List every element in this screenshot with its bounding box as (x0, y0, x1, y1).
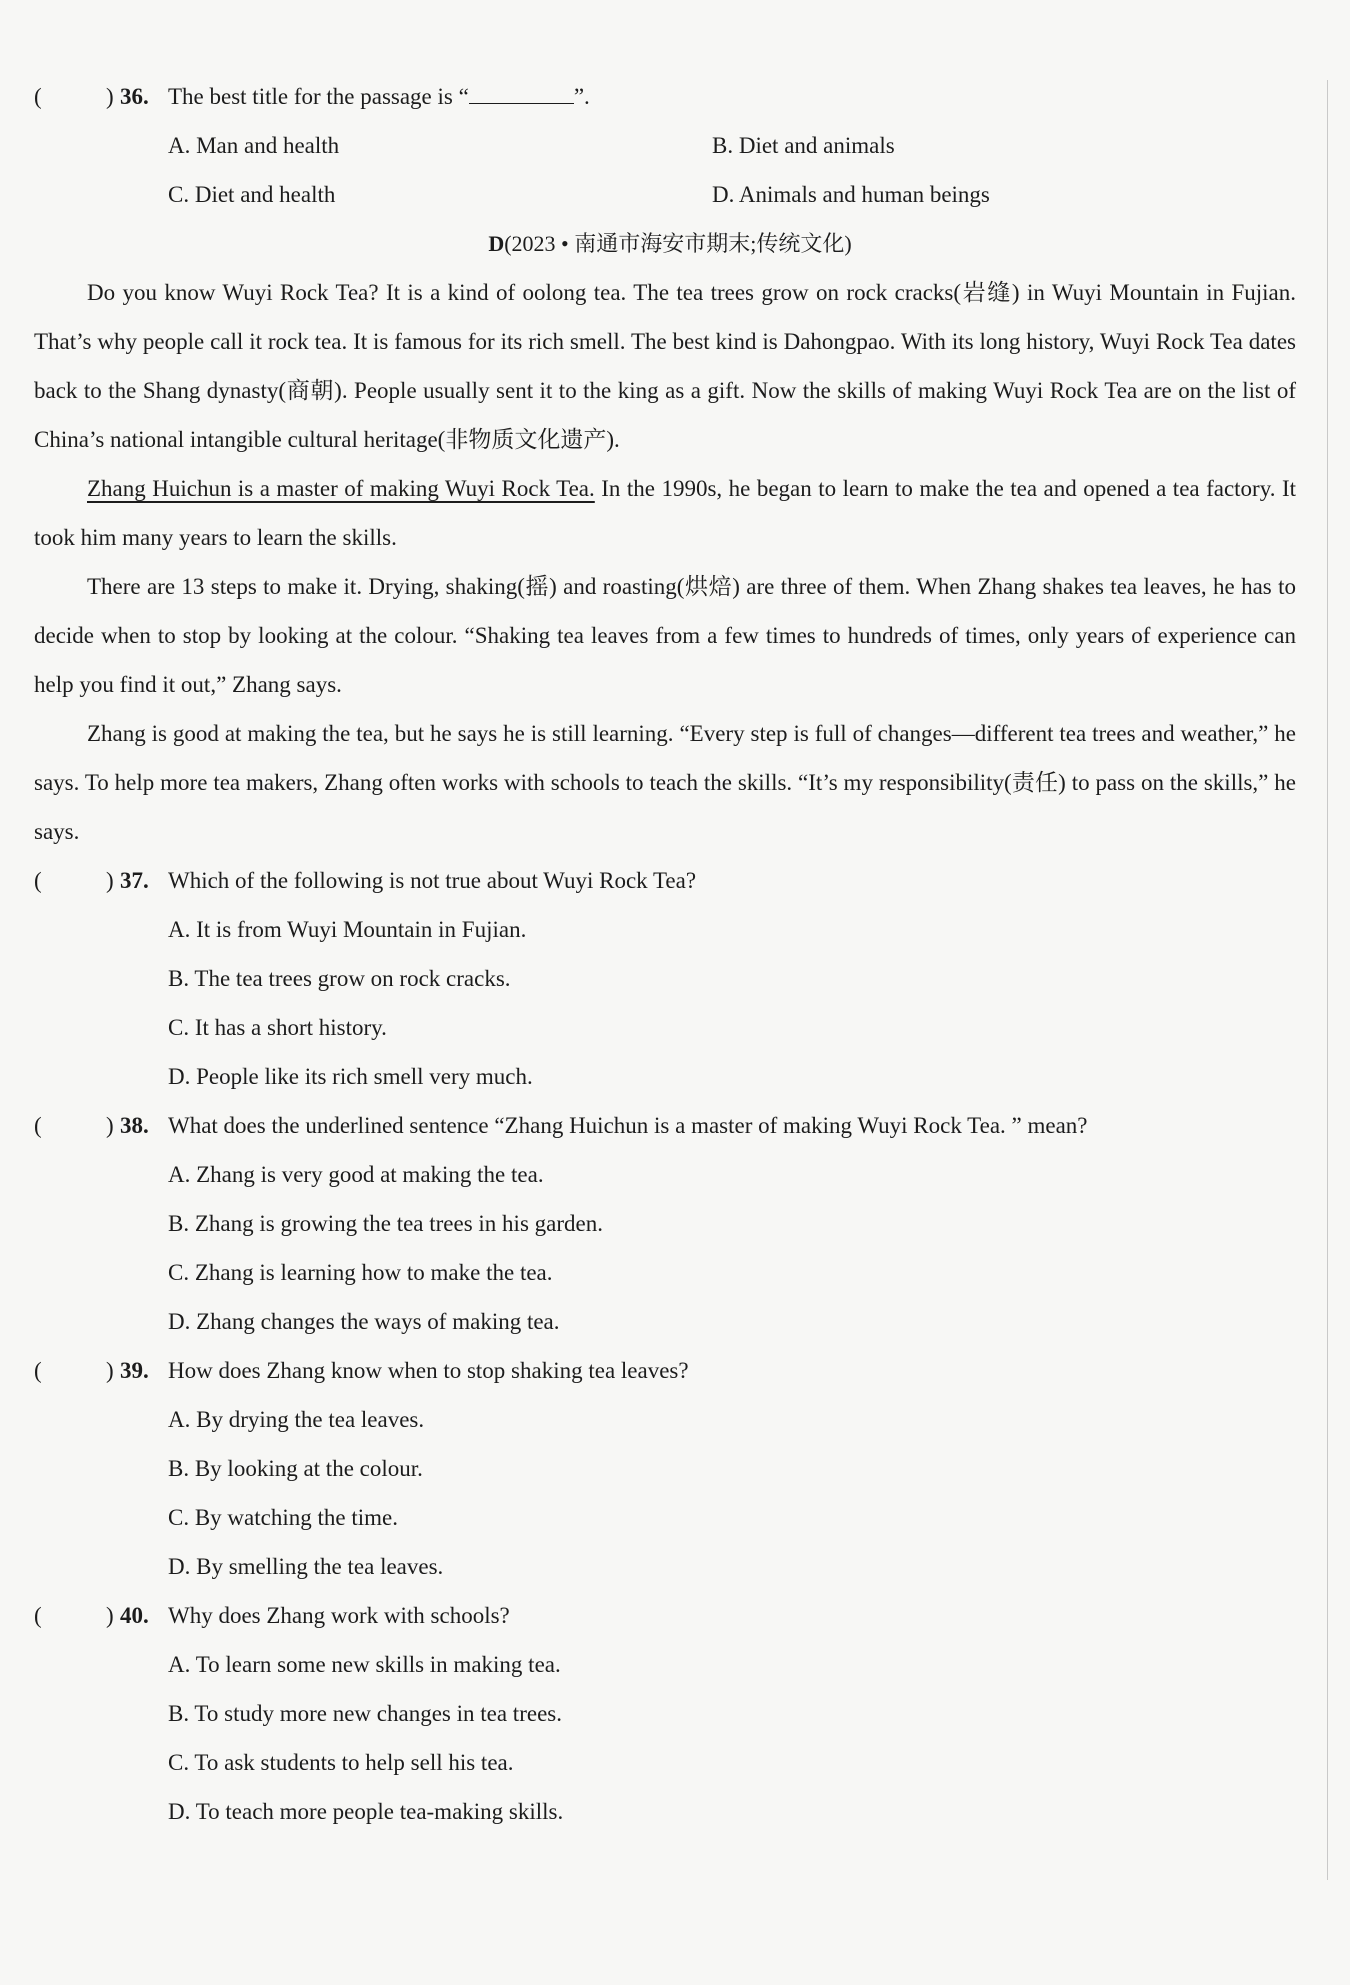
option-row (34, 1199, 1296, 1248)
question-text-before: The best title for the passage is “ (168, 84, 469, 109)
question-number: 40. (120, 1603, 149, 1628)
option-row (34, 1689, 1296, 1738)
option-b: B. The tea trees grow on rock cracks. (168, 966, 511, 991)
option-row (34, 1542, 1296, 1591)
question-text-after: ”. (573, 84, 590, 109)
answer-paren-close: ) (106, 1358, 114, 1383)
option-row (34, 1052, 1296, 1101)
question-number: 38. (120, 1113, 149, 1138)
option-row (34, 1248, 1296, 1297)
option-a: A. By drying the tea leaves. (168, 1407, 425, 1432)
question-40 (34, 1591, 1296, 1640)
option-row (34, 1787, 1296, 1836)
answer-paren-open: ( (34, 1603, 42, 1628)
option-c: C. It has a short history. (168, 1015, 387, 1040)
page-edge-rule (1327, 80, 1328, 1880)
question-38 (34, 1101, 1296, 1150)
option-row (34, 170, 1296, 219)
option-a: A. Man and health (168, 133, 340, 158)
question-text: What does the underlined sentence “Zhang Huichun is a master of making Wuyi Rock Tea. ” mean? (168, 1113, 1088, 1138)
question-number: 39. (120, 1358, 149, 1383)
question-39 (34, 1346, 1296, 1395)
option-d: D. By smelling the tea leaves. (168, 1554, 444, 1579)
underlined-sentence: Zhang Huichun is a master of making Wuyi Rock Tea. (87, 476, 595, 501)
answer-paren-open: ( (34, 1113, 42, 1138)
option-d: D. To teach more people tea-making skills. (168, 1799, 564, 1824)
question-number: 37. (120, 868, 149, 893)
answer-paren-close: ) (106, 84, 114, 109)
option-row (34, 121, 1296, 170)
answer-blank (469, 75, 574, 104)
passage-paragraph-3: There are 13 steps to make it. Drying, shaking(摇) and roasting(烘焙) are three of them. When Zhang shakes tea leaves, he has to decide when to stop by looking at the colour. “Shaking tea leaves from a few times to hundreds of times, only years of experience can help you find it out,” Zhang says. (34, 574, 1296, 697)
passage-paragraph-2 (34, 464, 1296, 562)
option-row (34, 905, 1296, 954)
answer-paren-close: ) (106, 1603, 114, 1628)
option-d: D. Animals and human beings (712, 182, 990, 207)
question-text: Why does Zhang work with schools? (168, 1603, 510, 1628)
question-text: How does Zhang know when to stop shaking tea leaves? (168, 1358, 689, 1383)
option-b: B. By looking at the colour. (168, 1456, 423, 1481)
passage-paragraph-4: Zhang is good at making the tea, but he says he is still learning. “Every step is full of changes—different tea trees and weather,” he says. To help more tea makers, Zhang often works with schools to teach the skills. “It’s my responsibility(责任) to pass on the skills,” he says. (34, 721, 1296, 844)
option-row (34, 1444, 1296, 1493)
worksheet-page (34, 72, 1296, 1836)
option-b: B. To study more new changes in tea trees. (168, 1701, 562, 1726)
option-c: C. By watching the time. (168, 1505, 398, 1530)
option-row (34, 1003, 1296, 1052)
option-row (34, 954, 1296, 1003)
option-c: C. To ask students to help sell his tea. (168, 1750, 514, 1775)
option-row (34, 1395, 1296, 1444)
answer-paren-open: ( (34, 84, 42, 109)
option-row (34, 1493, 1296, 1542)
paragraph-2-rest: In the 1990s, he began to learn to make the tea and opened a tea factory. It took him many years to learn the skills. (34, 476, 1296, 550)
section-heading (34, 219, 1296, 268)
option-a: A. To learn some new skills in making tea. (168, 1652, 561, 1677)
option-c: C. Diet and health (168, 182, 336, 207)
question-number: 36. (120, 84, 149, 109)
answer-paren-close: ) (106, 1113, 114, 1138)
passage-paragraph-1: Do you know Wuyi Rock Tea? It is a kind of oolong tea. The tea trees grow on rock cracks(岩缝) in Wuyi Mountain in Fujian. That’s why people call it rock tea. It is famous for its rich smell. The best kind is Dahongpao. With its long history, Wuyi Rock Tea dates back to the Shang dynasty(商朝). People usually sent it to the king as a gift. Now the skills of making Wuyi Rock Tea are on the list of China’s national intangible cultural heritage(非物质文化遗产). (34, 280, 1296, 452)
answer-paren-open: ( (34, 868, 42, 893)
question-text: Which of the following is not true about Wuyi Rock Tea? (168, 868, 697, 893)
option-row (34, 1150, 1296, 1199)
option-d: D. People like its rich smell very much. (168, 1064, 533, 1089)
option-b: B. Diet and animals (712, 133, 895, 158)
section-source: (2023 • 南通市海安市期末;传统文化) (504, 231, 852, 256)
option-a: A. Zhang is very good at making the tea. (168, 1162, 544, 1187)
option-row (34, 1297, 1296, 1346)
section-letter: D (488, 231, 505, 256)
option-c: C. Zhang is learning how to make the tea. (168, 1260, 553, 1285)
option-row (34, 1640, 1296, 1689)
answer-paren-open: ( (34, 1358, 42, 1383)
question-text (168, 72, 590, 121)
option-row (34, 1738, 1296, 1787)
answer-paren-close: ) (106, 868, 114, 893)
option-b: B. Zhang is growing the tea trees in his garden. (168, 1211, 603, 1236)
option-d: D. Zhang changes the ways of making tea. (168, 1309, 560, 1334)
question-36 (34, 72, 1296, 121)
question-37 (34, 856, 1296, 905)
option-a: A. It is from Wuyi Mountain in Fujian. (168, 917, 527, 942)
